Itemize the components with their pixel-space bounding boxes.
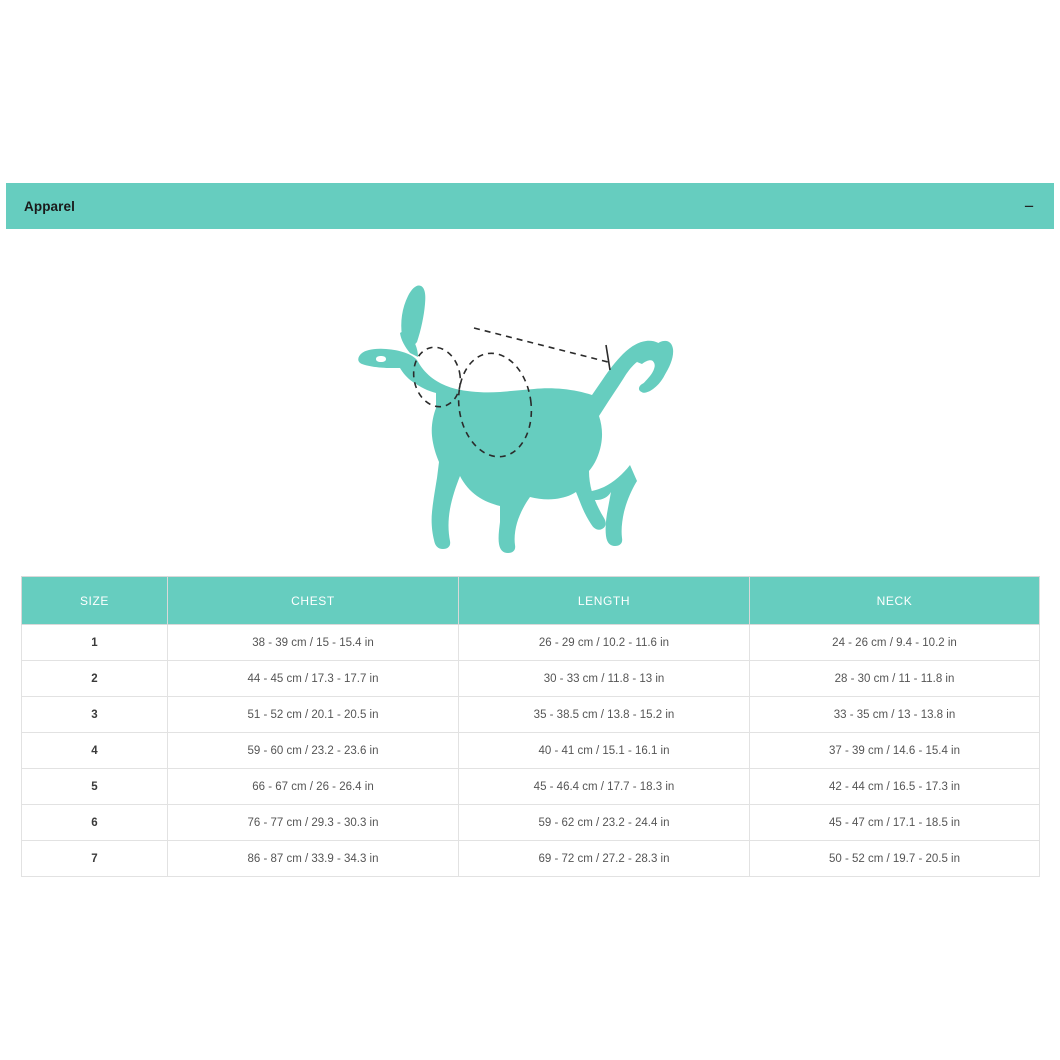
cell-neck: 42 - 44 cm / 16.5 - 17.3 in xyxy=(750,769,1040,805)
cell-length: 26 - 29 cm / 10.2 - 11.6 in xyxy=(459,625,750,661)
cell-length: 59 - 62 cm / 23.2 - 24.4 in xyxy=(459,805,750,841)
cell-size: 2 xyxy=(22,661,168,697)
accordion-title: Apparel xyxy=(24,198,75,214)
table-row xyxy=(22,697,1040,733)
table-row xyxy=(22,661,1040,697)
size-chart-table xyxy=(21,576,1040,877)
cell-neck: 37 - 39 cm / 14.6 - 15.4 in xyxy=(750,733,1040,769)
cell-neck: 28 - 30 cm / 11 - 11.8 in xyxy=(750,661,1040,697)
cell-neck: 45 - 47 cm / 17.1 - 18.5 in xyxy=(750,805,1040,841)
column-header-length: LENGTH xyxy=(459,577,750,625)
cell-chest: 59 - 60 cm / 23.2 - 23.6 in xyxy=(168,733,459,769)
column-header-chest: CHEST xyxy=(168,577,459,625)
cell-size: 7 xyxy=(22,841,168,877)
cell-length: 30 - 33 cm / 11.8 - 13 in xyxy=(459,661,750,697)
dog-silhouette xyxy=(358,285,673,553)
table-row xyxy=(22,769,1040,805)
cell-length: 45 - 46.4 cm / 17.7 - 18.3 in xyxy=(459,769,750,805)
table-row xyxy=(22,805,1040,841)
cell-size: 3 xyxy=(22,697,168,733)
cell-length: 40 - 41 cm / 15.1 - 16.1 in xyxy=(459,733,750,769)
table-header-row xyxy=(22,577,1040,625)
cell-chest: 86 - 87 cm / 33.9 - 34.3 in xyxy=(168,841,459,877)
cell-chest: 44 - 45 cm / 17.3 - 17.7 in xyxy=(168,661,459,697)
column-header-size: SIZE xyxy=(22,577,168,625)
cell-size: 1 xyxy=(22,625,168,661)
table-row xyxy=(22,733,1040,769)
cell-neck: 24 - 26 cm / 9.4 - 10.2 in xyxy=(750,625,1040,661)
cell-size: 4 xyxy=(22,733,168,769)
length-measure-line xyxy=(474,328,608,362)
cell-chest: 51 - 52 cm / 20.1 - 20.5 in xyxy=(168,697,459,733)
cell-length: 69 - 72 cm / 27.2 - 28.3 in xyxy=(459,841,750,877)
minus-icon[interactable]: − xyxy=(1024,196,1034,216)
cell-neck: 50 - 52 cm / 19.7 - 20.5 in xyxy=(750,841,1040,877)
cell-size: 6 xyxy=(22,805,168,841)
cell-chest: 38 - 39 cm / 15 - 15.4 in xyxy=(168,625,459,661)
column-header-neck: NECK xyxy=(750,577,1040,625)
accordion-header-apparel[interactable] xyxy=(6,183,1054,229)
table-row xyxy=(22,841,1040,877)
cell-length: 35 - 38.5 cm / 13.8 - 15.2 in xyxy=(459,697,750,733)
dog-measurement-diagram xyxy=(340,250,720,570)
cell-size: 5 xyxy=(22,769,168,805)
table-row xyxy=(22,625,1040,661)
cell-neck: 33 - 35 cm / 13 - 13.8 in xyxy=(750,697,1040,733)
cell-chest: 66 - 67 cm / 26 - 26.4 in xyxy=(168,769,459,805)
cell-chest: 76 - 77 cm / 29.3 - 30.3 in xyxy=(168,805,459,841)
